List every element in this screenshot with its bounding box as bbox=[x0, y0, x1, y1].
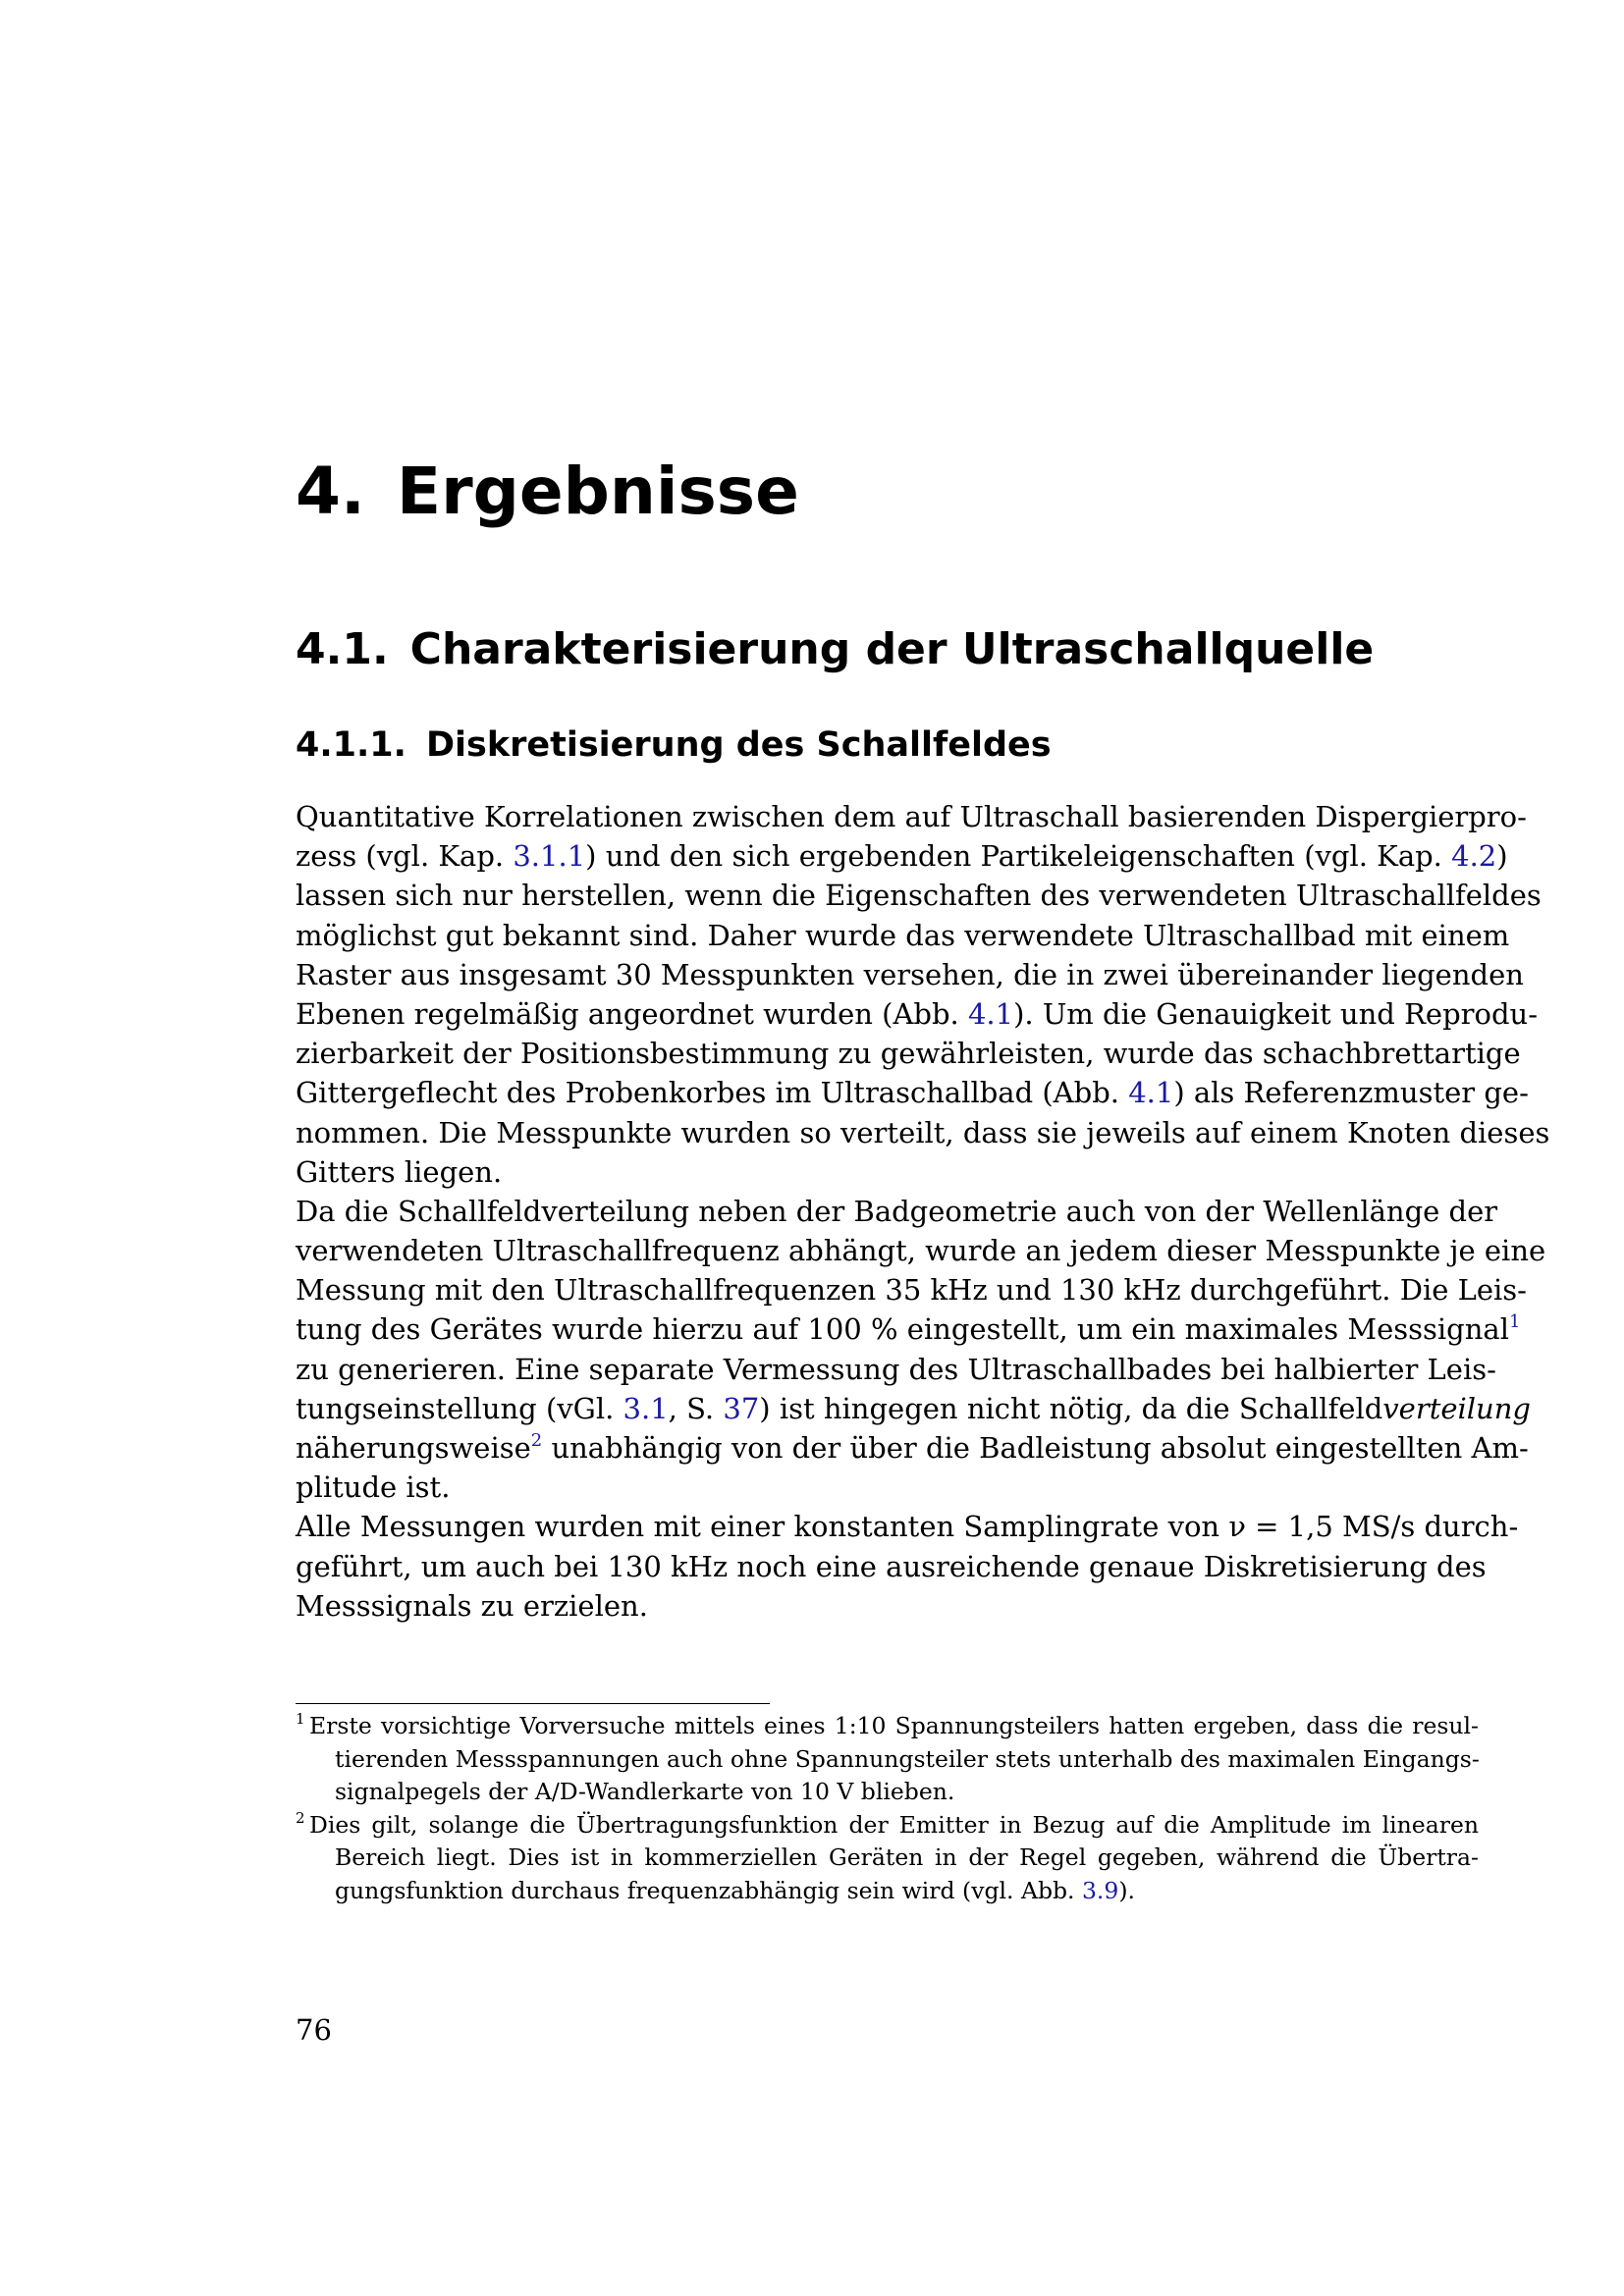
body-text bbox=[296, 797, 1550, 1626]
ref-abb-4-1[interactable]: 4.1 bbox=[967, 996, 1014, 1031]
chapter-title: Ergebnisse bbox=[397, 454, 799, 529]
footnote-line: Bereich liegt. Dies ist in kommerziellen Geräten in der Regel gegeben, während die Übertra- bbox=[335, 1843, 1479, 1871]
body-line: Alle Messungen wurden mit einer konstanten Samplingrate von ν = 1,5 MS/s durch- bbox=[296, 1510, 1519, 1544]
body-line: möglichst gut bekannt sind. Daher wurde das verwendete Ultraschallbad mit einem bbox=[296, 918, 1510, 952]
ref-kap-3-1-1[interactable]: 3.1.1 bbox=[513, 839, 586, 874]
body-line: Quantitative Korrelationen zwischen dem auf Ultraschall basierenden Dispergierpro- bbox=[296, 800, 1527, 833]
ref-abb-4-1[interactable]: 4.1 bbox=[1128, 1076, 1174, 1110]
footnote-link-2[interactable]: 2 bbox=[530, 1430, 543, 1451]
body-line: geführt, um auch bei 130 kHz noch eine ausreichende genaue Diskretisierung des bbox=[296, 1549, 1487, 1583]
body-line: zess (vgl. Kap. 3.1.1) und den sich ergebenden Partikeleigenschaften (vgl. Kap. 4.2) bbox=[296, 839, 1508, 874]
page-number: 76 bbox=[296, 2013, 332, 2047]
section-heading bbox=[296, 624, 1375, 674]
ref-tab-3-1[interactable]: 3.1 bbox=[623, 1391, 669, 1425]
ref-page-37[interactable]: 37 bbox=[723, 1391, 760, 1425]
footnote-line: signalpegels der A/D-Wandlerkarte von 10 V blieben. bbox=[335, 1778, 955, 1805]
section-number: 4.1. bbox=[296, 624, 389, 674]
footnote-line: tierenden Messspannungen auch ohne Spannungsteiler stets unterhalb des maximalen Eingangs- bbox=[335, 1744, 1480, 1773]
chapter-number: 4. bbox=[296, 454, 365, 529]
body-line: näherungsweise$^2$ unabhängig von der über die Badleistung absolut eingestellten Am- bbox=[296, 1430, 1529, 1465]
body-line: zu generieren. Eine separate Vermessung des Ultraschallbades bei halbierter Leis- bbox=[296, 1352, 1496, 1386]
body-line: verwendeten Ultraschallfrequenz abhängt, wurde an jedem dieser Messpunkte je eine bbox=[296, 1234, 1546, 1268]
italic-verteilung: verteilung bbox=[1382, 1391, 1531, 1425]
body-line: lassen sich nur herstellen, wenn die Eigenschaften des verwendeten Ultraschallfeldes bbox=[296, 879, 1542, 913]
footnote-line: gungsfunktion durchaus frequenzabhängig sein wird (vgl. Abb. 3.9). bbox=[335, 1876, 1135, 1904]
footnote-2: $^2$ Dies gilt, solange die Übertragungsfunktion der Emitter in Bezug auf die Amplitude im linearen bbox=[296, 1808, 1479, 1839]
body-line: Messung mit den Ultraschallfrequenzen 35 kHz und 130 kHz durchgeführt. Die Leis- bbox=[296, 1273, 1527, 1308]
body-line: Gitters liegen. bbox=[296, 1154, 503, 1189]
section-title: Charakterisierung der Ultraschallquelle bbox=[409, 624, 1375, 674]
subsection-number: 4.1.1. bbox=[296, 725, 406, 765]
body-line: tung des Gerätes wurde hierzu auf 100 % eingestellt, um ein maximales Messsignal$^1$ bbox=[296, 1311, 1521, 1347]
body-line: nommen. Die Messpunkte wurden so verteilt, dass sie jeweils auf einem Knoten dieses bbox=[296, 1115, 1550, 1149]
ref-kap-4-2[interactable]: 4.2 bbox=[1451, 839, 1497, 874]
body-line: Da die Schallfeldverteilung neben der Badgeometrie auch von der Wellenlänge der bbox=[296, 1194, 1498, 1228]
footnote-1: $^1$ Erste vorsichtige Vorversuche mittels eines 1:10 Spannungsteilers hatten ergeben, dass die resul- bbox=[296, 1710, 1479, 1739]
subsection-heading bbox=[296, 725, 1052, 765]
footnote-rule bbox=[296, 1703, 770, 1704]
body-line: Raster aus insgesamt 30 Messpunkten versehen, die in zwei übereinander liegenden bbox=[296, 957, 1524, 991]
body-line: zierbarkeit der Positionsbestimmung zu gewährleisten, wurde das schachbrettartige bbox=[296, 1037, 1521, 1071]
footnote-link-1[interactable]: 1 bbox=[1508, 1311, 1521, 1333]
body-line: Ebenen regelmäßig angeordnet wurden (Abb. 4.1). Um die Genauigkeit und Reprodu- bbox=[296, 996, 1538, 1031]
chapter-heading bbox=[296, 454, 799, 529]
body-line: Messsignals zu erzielen. bbox=[296, 1588, 648, 1623]
body-line: plitude ist. bbox=[296, 1470, 451, 1505]
body-line: tungseinstellung (vGl. 3.1, S. 37) ist hingegen nicht nötig, da die Schallfeldverteilung bbox=[296, 1391, 1531, 1425]
subsection-title: Diskretisierung des Schallfeldes bbox=[425, 725, 1052, 765]
footnotes bbox=[296, 1710, 1479, 1907]
body-line: Gittergeflecht des Probenkorbes im Ultraschallbad (Abb. 4.1) als Referenzmuster ge- bbox=[296, 1076, 1529, 1110]
ref-abb-3-9[interactable]: 3.9 bbox=[1081, 1876, 1119, 1904]
